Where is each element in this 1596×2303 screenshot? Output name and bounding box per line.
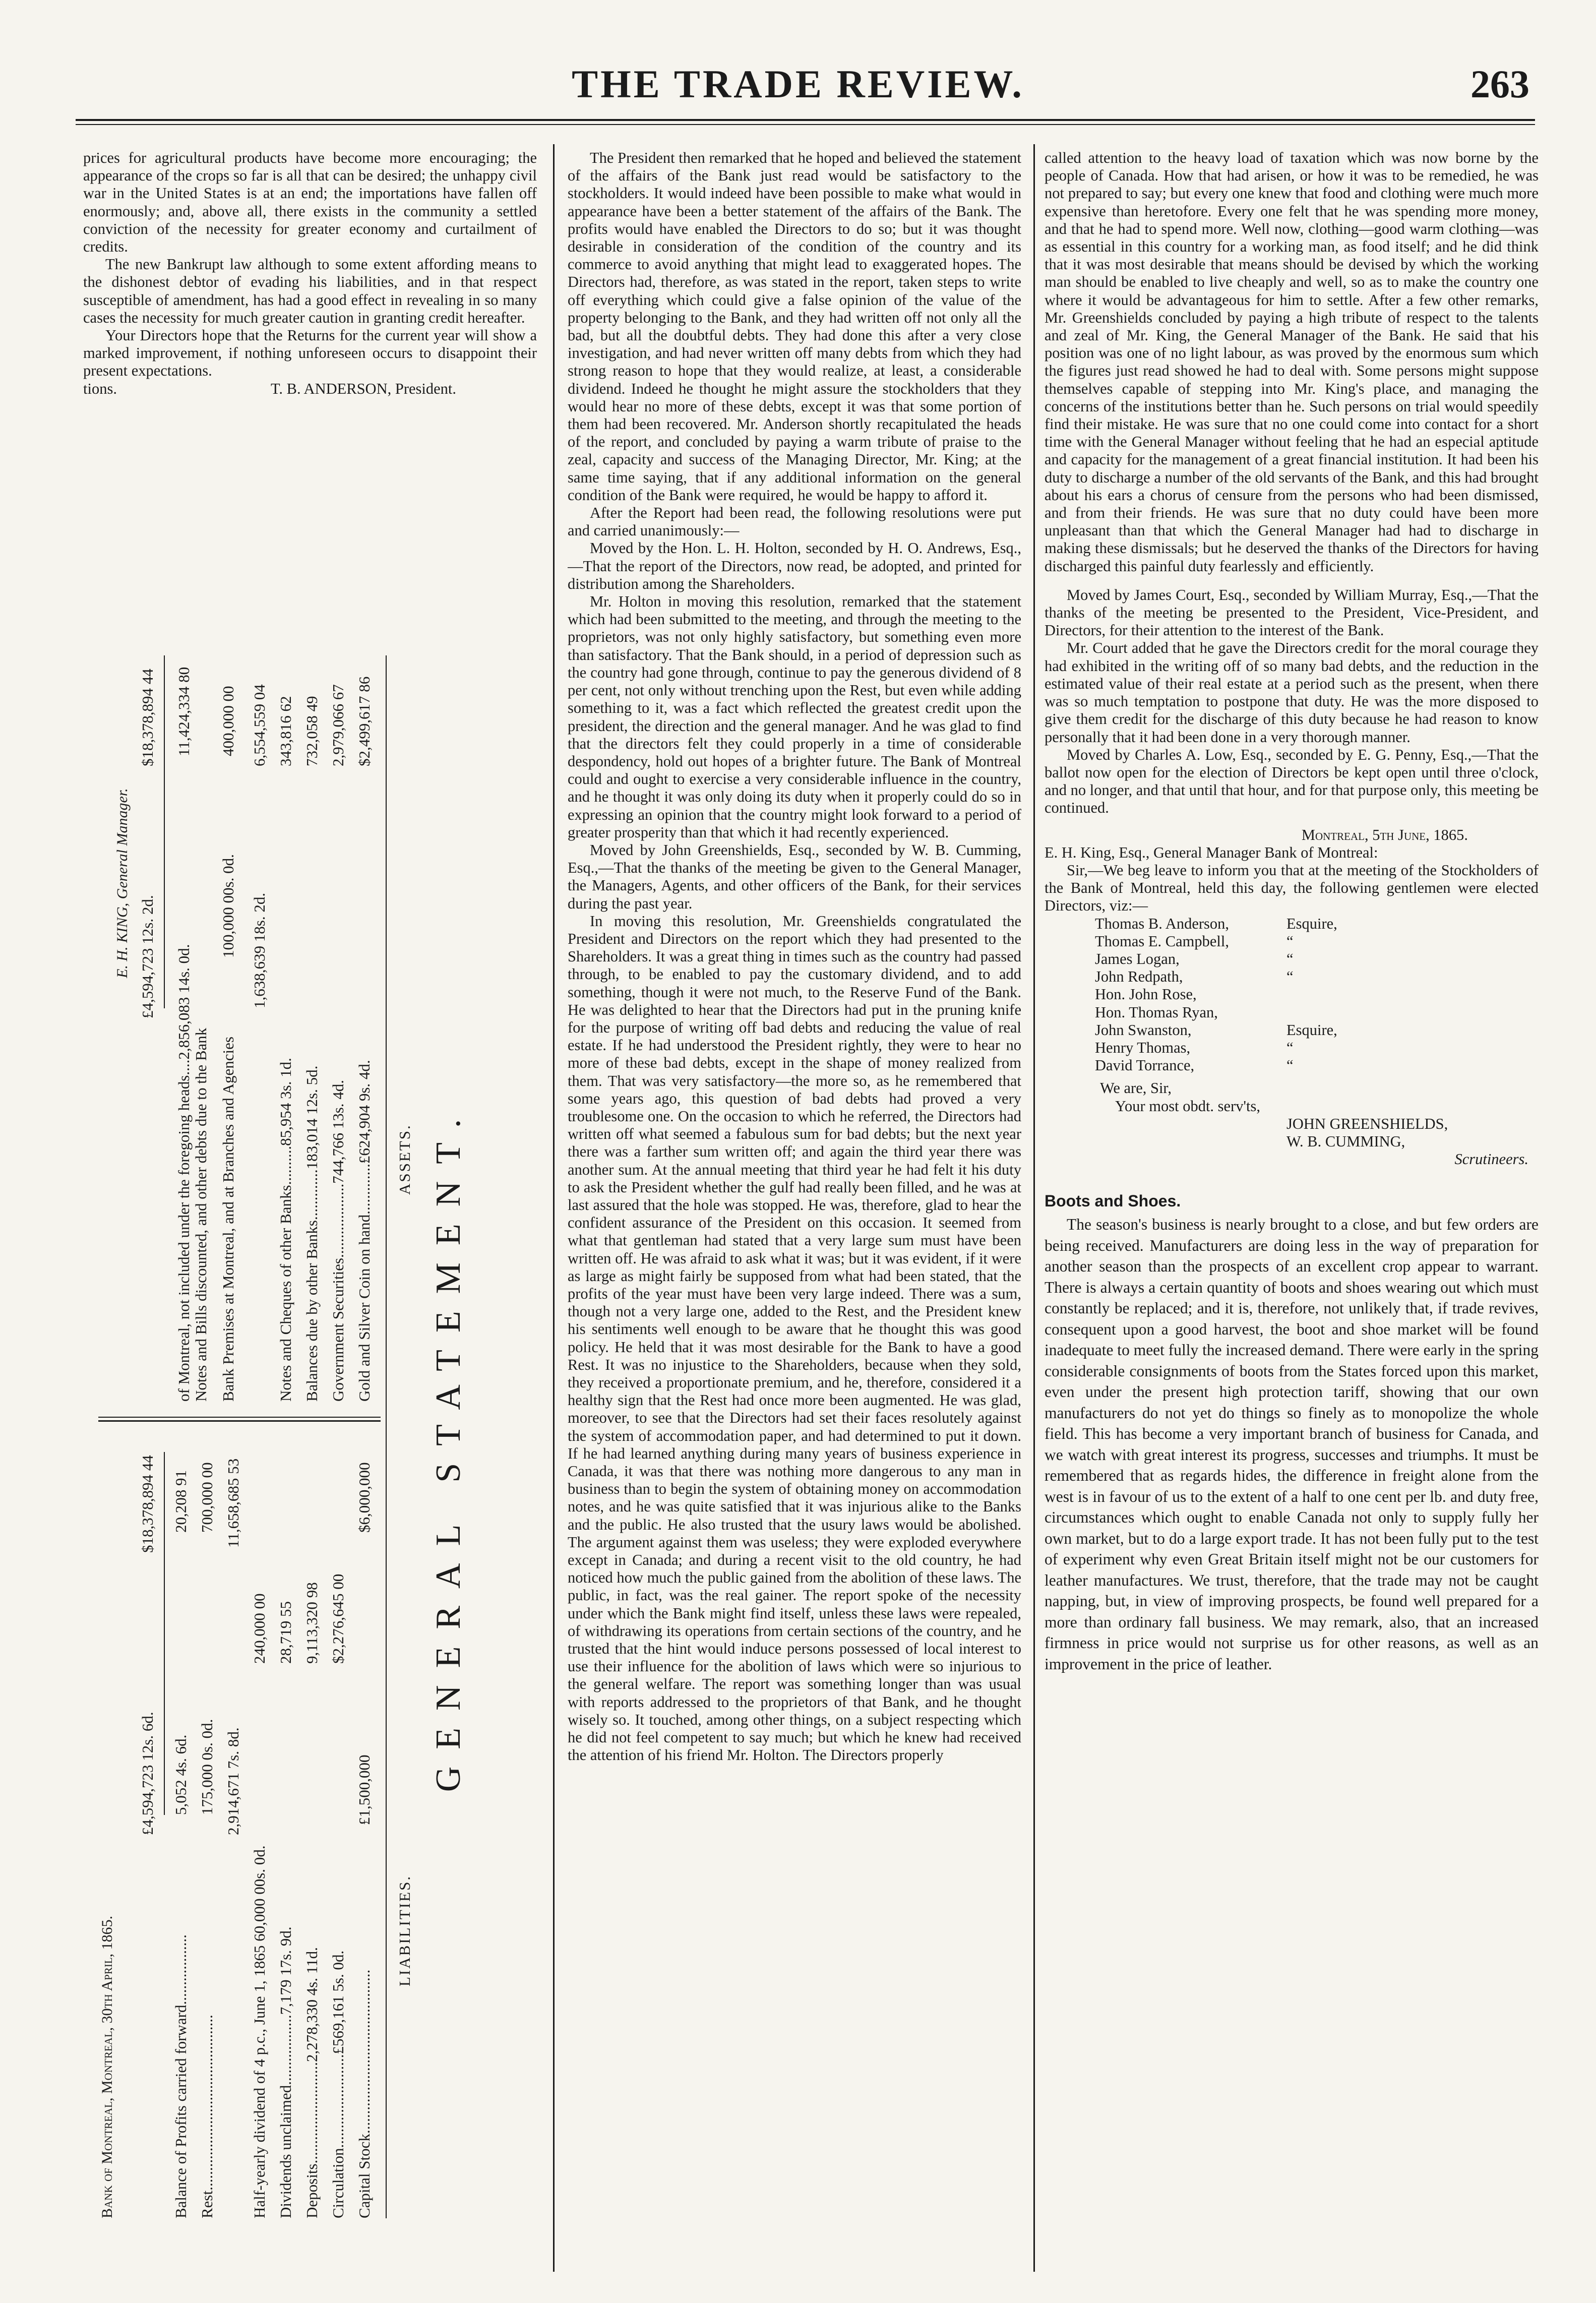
section-heading-boots: Boots and Shoes. — [1045, 1191, 1181, 1210]
list-item: David Torrance, “ — [1095, 1057, 1294, 1074]
statement-rule-top — [386, 655, 387, 2218]
list-item: Hon. Thomas Ryan, — [1095, 1003, 1218, 1021]
statement-divider-center — [98, 1420, 381, 1422]
asset-label: of Montreal, not included under the foregoing heads....2,856,083 14s. 0d. — [175, 944, 193, 1402]
asset-dollars: 2,979,066 67 — [329, 684, 347, 766]
statement-title: GENERAL STATEMENT. — [429, 1102, 468, 1792]
paragraph: The President then remarked that he hoped and believed the statement of the affairs of the Bank just read would be satisfactory to the stockholders. It would indeed have been possible to make what would in appearance have been a better statement of the affairs of the Bank. The profits would have enabled the Directors to do so; but it was thought desirable in consideration of the condition of the country and its commerce to avoid anything that might lead to exaggerated hopes. The Directors had, therefore, as was stated in the report, taken steps to write off everything which could give a false opinion of the value of the property belonging to the Bank, and they had written off not only all the bad, but all the doubtful debts. They had done this after a very close investigation, and had never written off many debts from which they had strong reason to hope that they would realize, at least, a considerable dividend. Indeed he thought he might assure the stockholders that they would hear no more of these debts, except it was that some portion of them had been recovered. Mr. Anderson shortly recapitulated the heads of the report, and concluded by paying a warm tribute of praise to the zeal, capacity and success of the Managing Director, Mr. King; at the same time saying, that if any additional information on the general condition of the Bank were required, he would be happy to afford it. — [568, 149, 1021, 504]
asset-dollars: 732,058 49 — [303, 696, 321, 766]
paragraph: The season's business is nearly brought to a close, and but few orders are being received. Manufacturers are doing less in the way of preparation for another season than the prospects of an excellent crop appear to warrant. There is always a certain quantity of boots and shoes wearing out which must constantly be replaced; and it is, therefore, not unlikely that, if trade revives, consequent upon a good harvest, the boot and shoe market will be found inadequate to meet fully the increased demand. There were early in the spring considerable consignments of boots from the States forced upon this market, even under the present high protection tariff, showing that our own manufacturers do not yet do things so finely as to monopolize the whole field. This has become a very important branch of business for Canada, and we watch with great interest its progress, successes and triumphs. It must be remembered that as regards hides, the difference in freight alone from the west is in favour of us to the extent of a half to one cent per lb. and duty free, circumstances which ought to enable Canada not only to supply fully her own market, but to do a large export trade. It has not been fully put to the test of experiment why even Great Britain itself might not be our customers for leather manufactures. We trust, therefore, that the trade may not be caught napping, but, in view of improving prospects, be found well prepared for a more than ordinary fall business. We may remark, also, that an increased firmness in price would not surprise us for other reasons, as well as an improvement in the price of leather. — [1045, 1216, 1539, 1673]
liability-sterling: 2,914,671 7s. 8d. — [224, 1727, 242, 1835]
list-item: Henry Thomas, “ — [1095, 1039, 1294, 1056]
list-item: Thomas E. Campbell, “ — [1095, 932, 1294, 950]
statement-footer-manager: E. H. KING, General Manager. — [114, 788, 131, 978]
liability-label: Circulation........................£569,161 5s. 0d. — [329, 1950, 347, 2218]
letter-closing-2: Your most obdt. serv'ts, — [1115, 1097, 1260, 1115]
liability-label: Capital Stock.......................................... — [355, 1969, 373, 2218]
paragraph: Moved by the Hon. L. H. Holton, seconded by H. O. Andrews, Esq.,—That the report of the Directors, now read, be adopted, and printed for distribution among the Shareholders. — [568, 539, 1021, 592]
liability-label: Rest............................................. — [198, 2015, 216, 2218]
letter-addressee: E. H. King, Esq., General Manager Bank of Montreal: — [1045, 843, 1378, 861]
liability-label: Balance of Profits carried forward.................. — [172, 1934, 190, 2218]
asset-sterling: 1,638,639 18s. 2d. — [251, 892, 268, 1008]
paragraph: The new Bankrupt law although to some extent affording means to the dishonest debtor of evading his liabilities, and in that respect susceptible of amendment, has had a good effect in revealing in so many cases the necessity for much greater caution in granting credit hereafter. — [83, 256, 537, 326]
asset-total-sterling: £4,594,723 12s. 2d. — [139, 895, 156, 1018]
boots-section — [1045, 1214, 1539, 1674]
assets-total-rule — [164, 655, 165, 1008]
liability-dollars: $2,276,645 00 — [329, 1573, 347, 1664]
letter-body: Sir,—We beg leave to inform you that at the meeting of the Stockholders of the Bank of Montreal, held this day, the following gentlemen were elected Directors, viz:— — [1045, 861, 1539, 915]
signature-line — [83, 380, 537, 398]
page-header-title: THE TRADE REVIEW. — [572, 62, 1024, 106]
asset-label: Notes and Cheques of other Banks..........85,954 3s. 1d. — [277, 1058, 294, 1402]
asset-dollars: 6,554,559 04 — [251, 684, 268, 766]
list-item: John Swanston, Esquire, — [1095, 1021, 1337, 1039]
liability-label: Dividends unclaimed..................7,179 17s. 9d. — [277, 1926, 294, 2218]
table-row — [224, 1432, 242, 2218]
liability-dollars: $6,000,000 — [355, 1462, 373, 1533]
liabilities-total-rule — [164, 1452, 165, 1815]
liability-dollars: 28,719 55 — [277, 1601, 294, 1664]
table-row — [277, 655, 295, 1402]
asset-dollars: 400,000 00 — [219, 686, 237, 756]
scrutineers-label: Scrutineers. — [1454, 1150, 1528, 1168]
liability-total-dollars: $18,378,894 44 — [139, 1455, 156, 1553]
liabilities-heading: LIABILITIES. — [396, 1874, 413, 1986]
general-statement-table — [83, 625, 537, 2269]
header-rule-top — [76, 119, 1535, 121]
table-row — [355, 1432, 374, 2218]
liability-label: Half-yearly dividend of 4 p.c., June 1, 1865 60,000 00s. 0d. — [251, 1845, 268, 2218]
table-row — [175, 655, 193, 1402]
table-row — [172, 1432, 190, 2218]
asset-label: Government Securities...................744,766 13s. 4d. — [329, 1079, 347, 1402]
scrutineer-name: W. B. CUMMING, — [1286, 1132, 1405, 1150]
table-row — [355, 655, 374, 1402]
list-item: Thomas B. Anderson, Esquire, — [1095, 915, 1337, 932]
table-row — [329, 655, 347, 1402]
asset-label: Balances due by other Banks.............183,014 12s. 5d. — [303, 1065, 321, 1402]
statement-footer-bank: Bank of Montreal, Montreal, 30th April, 1865. — [99, 1915, 115, 2218]
paragraph: After the Report had been read, the following resolutions were put and carried unanimously:— — [568, 504, 1021, 539]
paragraph: Moved by John Greenshields, Esq., seconded by W. B. Cumming, Esq.,—That the thanks of the meeting be given to the General Manager, the Managers, Agents, and other officers of the Bank, for their services during the past year. — [568, 841, 1021, 912]
list-item: Hon. John Rose, — [1095, 986, 1197, 1003]
table-row — [219, 655, 237, 1402]
assets-heading: ASSETS. — [396, 1124, 413, 1195]
signature-left: tions. — [83, 380, 117, 397]
table-row — [277, 1432, 295, 2218]
statement-divider-center-2 — [98, 1417, 381, 1418]
liability-label: Deposits..........................2,278,330 4s. 11d. — [303, 1947, 321, 2218]
liability-total-sterling: £4,594,723 12s. 6d. — [139, 1712, 156, 1835]
list-item: John Redpath, “ — [1095, 968, 1294, 986]
table-row — [251, 1432, 269, 2218]
liability-dollars: 9,113,320 98 — [303, 1582, 321, 1664]
letter-dateline: Montreal, 5th June, 1865. — [1301, 826, 1468, 843]
paragraph: In moving this resolution, Mr. Greenshields congratulated the President and Directors on the report which they had presented to the Shareholders. It was a great thing in times such as the country had passed through, to be enabled to pay the customary dividend, and to add something, though it were not much, to the Reserve Fund of the Bank. He was delighted to hear that the Directors had put in the pruning knife for the purpose of writing off bad debts and reducing the value of real estate. If he had understood the President rightly, they were to hear no more of these bad debts, except in the shape of money realized from them. That was very satisfactory—the more so, as he remembered that some years ago, this question of bad debts had proved a very troublesome one. On the occasion to which he referred, the Directors had written off what seemed a fabulous sum for bad debts; but the next year there was a farther sum written off; and again the third year there was another sum. At the annual meeting that third year he had felt it his duty to ask the President whether the gulf had really been filled, and he was at last assured that the hole was stopped. He was, therefore, glad to hear the confident assurance of the President on this occasion. It seemed from what that gentleman had stated that a very large sum must have been written off. He was afraid to ask what it was; but it was evident, if it were as large as might fairly be supposed from what had been stated, that the profits of the year must have been very large indeed. There was a sum, though not a very large one, added to the Rest, and the President knew his sentiments well enough to be aware that he thought this was good policy. He held that it was most desirable for the Bank to have a good Rest. It was no injustice to the Shareholders, because when they sold, they received a proportionate premium, and he, therefore, considered it a healthy sign that the Rest had once more been augmented. He was glad, moreover, to see that the Directors had set their faces resolutely against the system of accommodation paper, and had determined to put it down. If he had learned anything during many years of business experience in Canada, it was that there was nothing more dangerous to any man in business than to begin the system of obtaining money on accommodation notes, and he was quite satisfied that it was injurious alike to the Banks and the public. He also trusted that the usury laws would be abolished. The argument against them was useless; they were exploded everywhere except in Canada; and during a recent visit to the old country, he had noticed how much the public gained from the abolition of these laws. The public, in fact, was the real gainer. The report spoke of the necessity under which the Bank might find itself, unless these laws were repealed, of withdrawing its operations from certain sections of the country, and he trusted that the hint would induce persons possessed of local interest to use their influence for the abolition of laws which were so injurious to the general welfare. The report was something longer than was usual with reports addressed to the proprietors of that Bank, and he thought wisely so. It touched, among other things, on a subject respecting which he did not feel competent to say much; but which he knew had received the attention of his friend Mr. Holton. The Directors properly — [568, 912, 1021, 1764]
liability-dollars: 700,000 00 — [198, 1462, 216, 1533]
page-number: 263 — [1470, 62, 1529, 106]
scrutineer-name: JOHN GREENSHIELDS, — [1286, 1115, 1448, 1132]
asset-sterling: 100,000 00s. 0d. — [219, 854, 237, 958]
table-row-total — [139, 655, 157, 1402]
table-row-total — [139, 1432, 157, 2218]
table-row — [303, 655, 321, 1402]
paragraph: Moved by James Court, Esq., seconded by William Murray, Esq.,—That the thanks of the meeting be presented to the President, Vice-President, and Directors, for their attention to the interest of the Bank. — [1045, 586, 1539, 639]
column-divider-2 — [1033, 144, 1035, 2272]
asset-dollars: $2,499,617 86 — [355, 676, 373, 766]
asset-total-dollars: $18,378,894 44 — [139, 669, 156, 766]
asset-dollars: 343,816 62 — [277, 696, 294, 766]
liability-dollars: 20,208 91 — [172, 1470, 190, 1533]
general-statement-rotated — [83, 625, 537, 2269]
liability-sterling: 5,052 4s. 6d. — [172, 1734, 190, 1815]
table-row — [251, 655, 269, 1402]
paragraph: Moved by Charles A. Low, Esq., seconded by E. G. Penny, Esq.,—That the ballot now open for the election of Directors be kept open until three o'clock, and no longer, and that until that hour, and for that purpose only, this meeting be continued. — [1045, 746, 1539, 817]
table-row — [329, 1432, 347, 2218]
column-divider-1 — [553, 144, 555, 2272]
column-3-text — [1045, 149, 1539, 2257]
liability-sterling: 175,000 0s. 0d. — [198, 1719, 216, 1815]
liability-sterling: £1,500,000 — [355, 1754, 373, 1825]
letter-closing: We are, Sir, — [1100, 1079, 1172, 1097]
table-row — [192, 655, 210, 1402]
director-list — [1095, 915, 1539, 1075]
liability-dollars: 240,000 00 — [251, 1593, 268, 1664]
asset-label: Notes and Bills discounted, and other debts due to the Bank — [192, 1027, 210, 1402]
paragraph: Mr. Court added that he gave the Directors credit for the moral courage they had exhibited in the writing off of so many bad debts, and the reduction in the estimated value of their real estate at a period such as the present, when there was so much temptation to postpone that duty. He was the more disposed to give them credit for the discharge of this duty because he had reason to know personally that it had been done in a very thorough manner. — [1045, 639, 1539, 746]
asset-dollars: 11,424,334 80 — [175, 666, 193, 756]
paragraph: called attention to the heavy load of taxation which was now borne by the people of Canada. How that had arisen, or how it was to be remedied, he was not prepared to say; but every one knew that food and clothing were much more expensive than heretofore. Every one felt that he was spending more money, and that he had to spend more. Well now, clothing—good warm clothing—was as essential in this country for a working man, as food itself; and he did think that it was most desirable that means should be devised by which the working man should be enabled to live cheaply and well, so as to make the country one where it would be advantageous for him to settle. After a few other remarks, Mr. Greenshields concluded by paying a high tribute of respect to the talents and zeal of Mr. King, the General Manager of the Bank. He said that his position was one of no light labour, as was proved by the enormous sum which the figures just read showed he had to deal with. Some persons might suppose themselves capable of stepping into Mr. King's place, and managing the concerns of the institutions better than he. Such persons on trial would speedily find their mistake. He was sure that no one could come into contact for a short time with the General Manager without feeling that he had an especial aptitude and capacity for the management of a great financial institution. It had been his duty to discharge a number of the old servants of the Bank, and this had brought about his ears a chorus of censure from the persons who had been dismissed, and from their friends. He was sure that no duty could have been more unpleasant than that which the General Manager had had to discharge in making these dismissals; but he deserved the thanks of the Directors for having discharged this painful duty fearlessly and efficiently. — [1045, 149, 1539, 575]
paragraph: Mr. Holton in moving this resolution, remarked that the statement which had been submitted to the meeting, and through the meeting to the proprietors, was not only highly satisfactory, but something even more than satisfactory. That the Bank should, in a period of depression such as the country had gone through, continue to pay the generous dividend of 8 per cent, not only without trenching upon the Rest, but even while adding something to it, was a fact which reflected the greatest credit upon the president, the direction and the general manager. And he was glad to find that the directors felt they could properly in a time of considerable despondency, hold out hopes of a brighter future. The Bank of Montreal could and ought to exercise a very considerable influence in the country, and he thought it was only doing its duty when it properly could do so in expressing an opinion that the country might look forward to a period of greater prosperity than that which it had recently experienced. — [568, 593, 1021, 841]
list-item: James Logan, “ — [1095, 950, 1294, 967]
signature-president: T. B. ANDERSON, President. — [271, 380, 456, 397]
paragraph: prices for agricultural products have become more encouraging; the appearance of the crops so far is all that can be desired; the unhappy civil war in the United States is at an end; the importations have fallen off enormously; and, above all, there exists in the community a settled conviction of the necessity for greater economy and curtailment of credits. — [83, 149, 537, 256]
table-row — [198, 1432, 216, 2218]
asset-label: Bank Premises at Montreal, and at Branches and Agencies — [219, 1037, 237, 1402]
column-2-text — [568, 149, 1021, 2257]
table-row — [303, 1432, 321, 2218]
paragraph: Your Directors hope that the Returns for the current year will show a marked improvement, if nothing unforeseen occurs to disappoint their present expectations. — [83, 327, 537, 380]
header-rule-bottom — [76, 124, 1535, 125]
asset-label: Gold and Silver Coin on hand.............£624,904 9s. 4d. — [355, 1060, 373, 1402]
liability-dollars: 11,658,685 53 — [224, 1458, 242, 1548]
